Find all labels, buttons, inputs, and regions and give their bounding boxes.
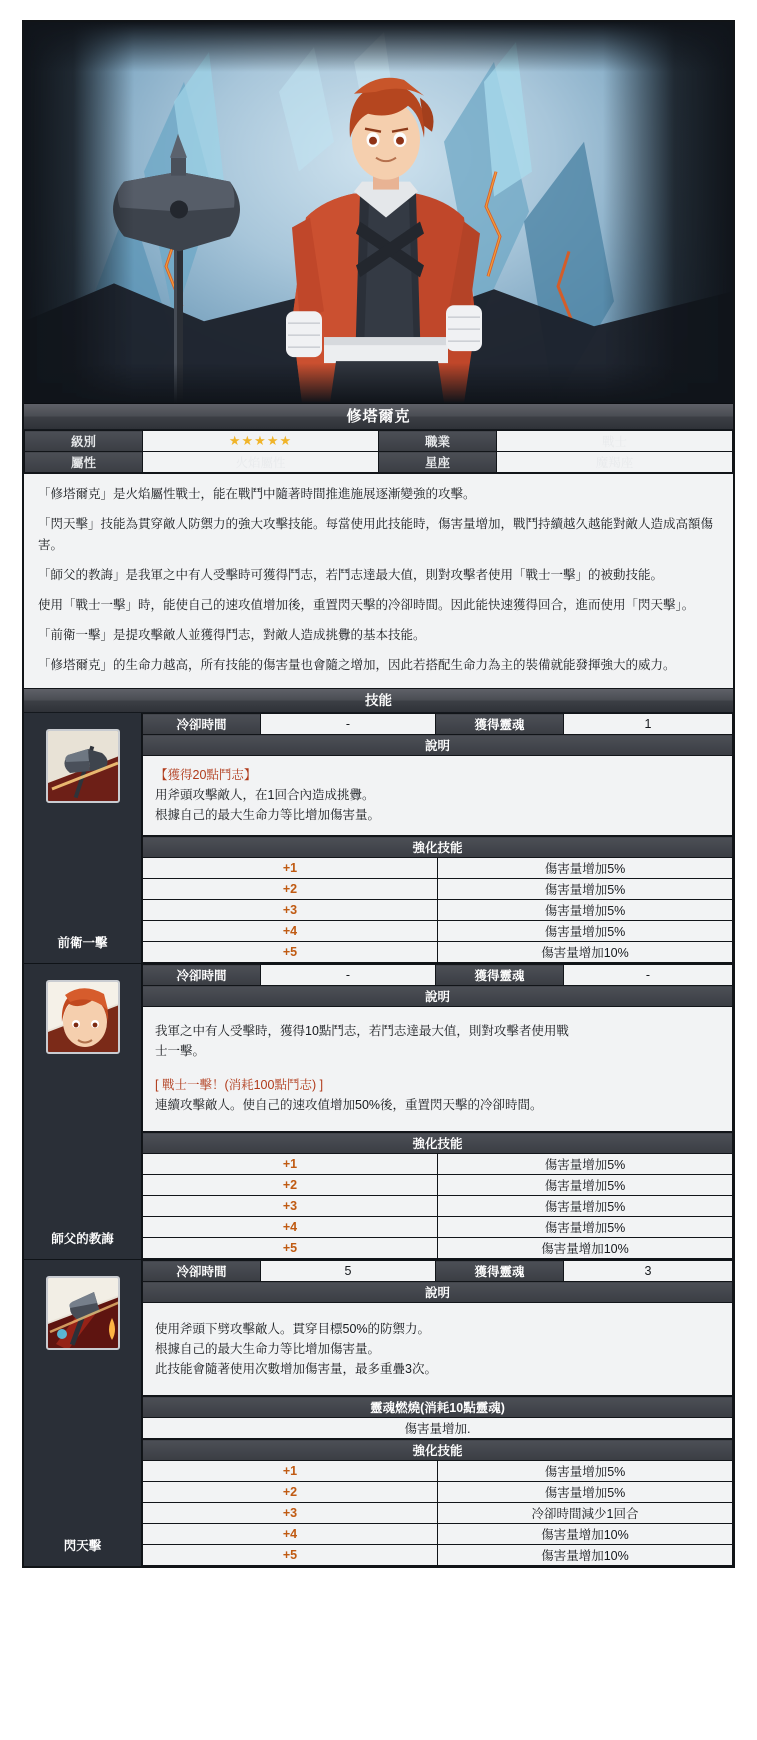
- skill-3-effect-3: 冷卻時間減少1回合: [438, 1503, 733, 1524]
- skill-1-effect-1: 傷害量增加5%: [438, 858, 733, 879]
- skill-1-level-2: +2: [143, 879, 438, 900]
- skill-2-enhance-table: [142, 1132, 733, 1259]
- skill-1-desc-header: 說明: [143, 735, 733, 756]
- table-row: [143, 1261, 733, 1282]
- portrait-vignette-right: [603, 22, 733, 403]
- skill-2-description: [142, 1007, 733, 1132]
- skill-1-desc-line: 用斧頭攻擊敵人，在1回合內造成挑釁。: [155, 788, 375, 802]
- skill-3-level-2: +2: [143, 1482, 438, 1503]
- star-rating: ★★★★★: [228, 433, 293, 448]
- skill-2-meta-table: [142, 964, 733, 1007]
- table-row: [143, 837, 733, 858]
- skill-2-enhance-header: 強化技能: [143, 1133, 733, 1154]
- skill-3-effect-1: 傷害量增加5%: [438, 1461, 733, 1482]
- axe-slash-icon[interactable]: [46, 729, 120, 803]
- skill-3-enhance-table: [142, 1439, 733, 1566]
- flame-axe-icon[interactable]: [46, 1276, 120, 1350]
- skill-3-desc-line: 根據自己的最大生命力等比增加傷害量。: [155, 1342, 381, 1356]
- skill-1-effect-4: 傷害量增加5%: [438, 921, 733, 942]
- table-row: [25, 431, 733, 452]
- skill-entry-3: [24, 1260, 733, 1566]
- skill-2-level-2: +2: [143, 1175, 438, 1196]
- skill-2-desc-line: [ 戰士一擊！(消耗100點鬥志) ]: [155, 1078, 324, 1092]
- skill-2-desc-line: 我軍之中有人受擊時，獲得10點鬥志，若鬥志達最大值，則對攻擊者使用戰: [155, 1024, 569, 1038]
- skill-2-desc-line: 連續攻擊敵人。使自己的速攻值增加50%後，重置閃天擊的冷卻時間。: [155, 1098, 543, 1112]
- table-row: [143, 1503, 733, 1524]
- skill-2-desc-line: 士一擊。: [155, 1044, 206, 1058]
- table-row: [143, 1282, 733, 1303]
- skill-1-enhance-header: 強化技能: [143, 837, 733, 858]
- table-row: [143, 1482, 733, 1503]
- stat-value-grade: [143, 431, 379, 452]
- skill-1-name: 前衛一擊: [57, 936, 108, 950]
- skill-3-icon-column: [24, 1260, 142, 1566]
- skill-1-soul-label: 獲得靈魂: [436, 714, 564, 735]
- table-row: [25, 452, 733, 473]
- skill-1-level-3: +3: [143, 900, 438, 921]
- character-description: [24, 473, 733, 689]
- skill-1-desc-line: 【獲得20點鬥志】: [155, 768, 257, 782]
- table-row: [143, 1440, 733, 1461]
- table-row: [143, 1133, 733, 1154]
- skill-3-details: [142, 1260, 733, 1566]
- table-row: [143, 735, 733, 756]
- skill-3-desc-line: 使用斧頭下劈攻擊敵人。貫穿目標50%的防禦力。: [155, 1322, 431, 1336]
- skill-3-level-5: +5: [143, 1545, 438, 1566]
- stat-value-zodiac: 魔羯座: [497, 452, 733, 473]
- character-card-frame: [22, 20, 735, 1568]
- skill-3-desc-line: 此技能會隨著使用次數增加傷害量，最多重疊3次。: [155, 1362, 437, 1376]
- skill-3-effect-5: 傷害量增加10%: [438, 1545, 733, 1566]
- skill-2-soul-label: 獲得靈魂: [436, 965, 564, 986]
- skill-3-effect-2: 傷害量增加5%: [438, 1482, 733, 1503]
- skill-2-cooldown-label: 冷卻時間: [143, 965, 261, 986]
- table-row: [143, 1524, 733, 1545]
- skill-1-soul-value: 1: [564, 714, 733, 735]
- skill-3-meta-table: [142, 1260, 733, 1303]
- skill-1-level-4: +4: [143, 921, 438, 942]
- description-paragraph: 使用「戰士一擊」時，能使自己的速攻值增加後，重置閃天擊的冷卻時間。因此能快速獲得回合，進而使用「閃天擊」。: [38, 598, 695, 612]
- skill-3-level-3: +3: [143, 1503, 438, 1524]
- table-row: [143, 1397, 733, 1418]
- skill-2-effect-3: 傷害量增加5%: [438, 1196, 733, 1217]
- character-name: 修塔爾克: [24, 404, 733, 430]
- portrait-vignette-left: [24, 22, 134, 403]
- skill-2-effect-5: 傷害量增加10%: [438, 1238, 733, 1259]
- table-row: [143, 942, 733, 963]
- skill-2-details: [142, 964, 733, 1259]
- table-row: [143, 1154, 733, 1175]
- skill-2-soul-value: -: [564, 965, 733, 986]
- stat-label-class: 職業: [379, 431, 497, 452]
- skill-3-soulburn-header: 靈魂燃燒(消耗10點靈魂): [143, 1397, 733, 1418]
- table-row: [143, 1545, 733, 1566]
- table-row: [143, 1196, 733, 1217]
- skill-1-level-5: +5: [143, 942, 438, 963]
- stat-value-element: 火焰屬性: [143, 452, 379, 473]
- skill-3-cooldown-value: 5: [261, 1261, 436, 1282]
- portrait-vignette-top: [24, 22, 733, 72]
- table-row: [143, 879, 733, 900]
- table-row: [143, 1238, 733, 1259]
- skill-3-effect-4: 傷害量增加10%: [438, 1524, 733, 1545]
- table-row: [143, 1217, 733, 1238]
- skill-3-soul-value: 3: [564, 1261, 733, 1282]
- skill-1-cooldown-value: -: [261, 714, 436, 735]
- table-row: [143, 965, 733, 986]
- skill-1-details: [142, 713, 733, 963]
- description-paragraph: 「修塔爾克」是火焰屬性戰士，能在戰鬥中隨著時間推進施展逐漸變強的攻擊。: [38, 487, 476, 501]
- skill-1-effect-5: 傷害量增加10%: [438, 942, 733, 963]
- skill-1-description: [142, 756, 733, 836]
- stat-label-grade: 級別: [25, 431, 143, 452]
- skill-1-desc-line: 根據自己的最大生命力等比增加傷害量。: [155, 808, 381, 822]
- skill-3-desc-header: 說明: [143, 1282, 733, 1303]
- skill-3-soulburn-table: [142, 1396, 733, 1439]
- skill-3-soulburn-effect: 傷害量增加.: [143, 1418, 733, 1439]
- skill-3-cooldown-label: 冷卻時間: [143, 1261, 261, 1282]
- skill-3-level-1: +1: [143, 1461, 438, 1482]
- table-row: [143, 1175, 733, 1196]
- description-paragraph: 「閃天擊」技能為貫穿敵人防禦力的強大攻擊技能。每當使用此技能時，傷害量增加，戰鬥持續越久越能對敵人造成高額傷害。: [38, 517, 714, 552]
- skill-3-soul-label: 獲得靈魂: [436, 1261, 564, 1282]
- skill-2-effect-4: 傷害量增加5%: [438, 1217, 733, 1238]
- table-row: [143, 986, 733, 1007]
- description-paragraph: 「前衛一擊」是提攻擊敵人並獲得鬥志，對敵人造成挑釁的基本技能。: [38, 628, 426, 642]
- skill-2-level-3: +3: [143, 1196, 438, 1217]
- skill-2-effect-2: 傷害量增加5%: [438, 1175, 733, 1196]
- table-row: [143, 1418, 733, 1439]
- skill-2-level-4: +4: [143, 1217, 438, 1238]
- table-row: [143, 714, 733, 735]
- skill-1-cooldown-label: 冷卻時間: [143, 714, 261, 735]
- skill-2-effect-1: 傷害量增加5%: [438, 1154, 733, 1175]
- skill-2-level-5: +5: [143, 1238, 438, 1259]
- skill-3-description: [142, 1303, 733, 1396]
- table-row: [143, 1461, 733, 1482]
- description-paragraph: 「師父的教誨」是我軍之中有人受擊時可獲得鬥志，若鬥志達最大值，則對攻擊者使用「戰士一擊」的被動技能。: [38, 568, 664, 582]
- skill-2-desc-header: 說明: [143, 986, 733, 1007]
- skills-section-title: 技能: [24, 689, 733, 713]
- portrait-icon[interactable]: [46, 980, 120, 1054]
- stat-label-element: 屬性: [25, 452, 143, 473]
- skill-2-icon-column: [24, 964, 142, 1259]
- stat-value-class: 戰士: [497, 431, 733, 452]
- skill-1-enhance-table: [142, 836, 733, 963]
- stat-label-zodiac: 星座: [379, 452, 497, 473]
- table-row: [143, 858, 733, 879]
- character-portrait: [24, 22, 733, 404]
- skill-2-level-1: +1: [143, 1154, 438, 1175]
- skill-2-name: 師父的教誨: [51, 1232, 114, 1246]
- table-row: [143, 900, 733, 921]
- skill-entry-1: [24, 713, 733, 964]
- skill-3-name: 閃天擊: [63, 1539, 102, 1553]
- skill-3-enhance-header: 強化技能: [143, 1440, 733, 1461]
- skill-2-cooldown-value: -: [261, 965, 436, 986]
- skill-1-effect-2: 傷害量增加5%: [438, 879, 733, 900]
- skill-1-effect-3: 傷害量增加5%: [438, 900, 733, 921]
- description-paragraph: 「修塔爾克」的生命力越高，所有技能的傷害量也會隨之增加，因此若搭配生命力為主的裝備就能發揮強大的威力。: [38, 658, 676, 672]
- table-row: [143, 921, 733, 942]
- skill-1-level-1: +1: [143, 858, 438, 879]
- character-stats-table: [24, 430, 733, 473]
- skill-1-meta-table: [142, 713, 733, 756]
- skill-3-level-4: +4: [143, 1524, 438, 1545]
- skill-1-icon-column: [24, 713, 142, 963]
- skill-entry-2: [24, 964, 733, 1260]
- portrait-vignette-bottom: [24, 363, 733, 403]
